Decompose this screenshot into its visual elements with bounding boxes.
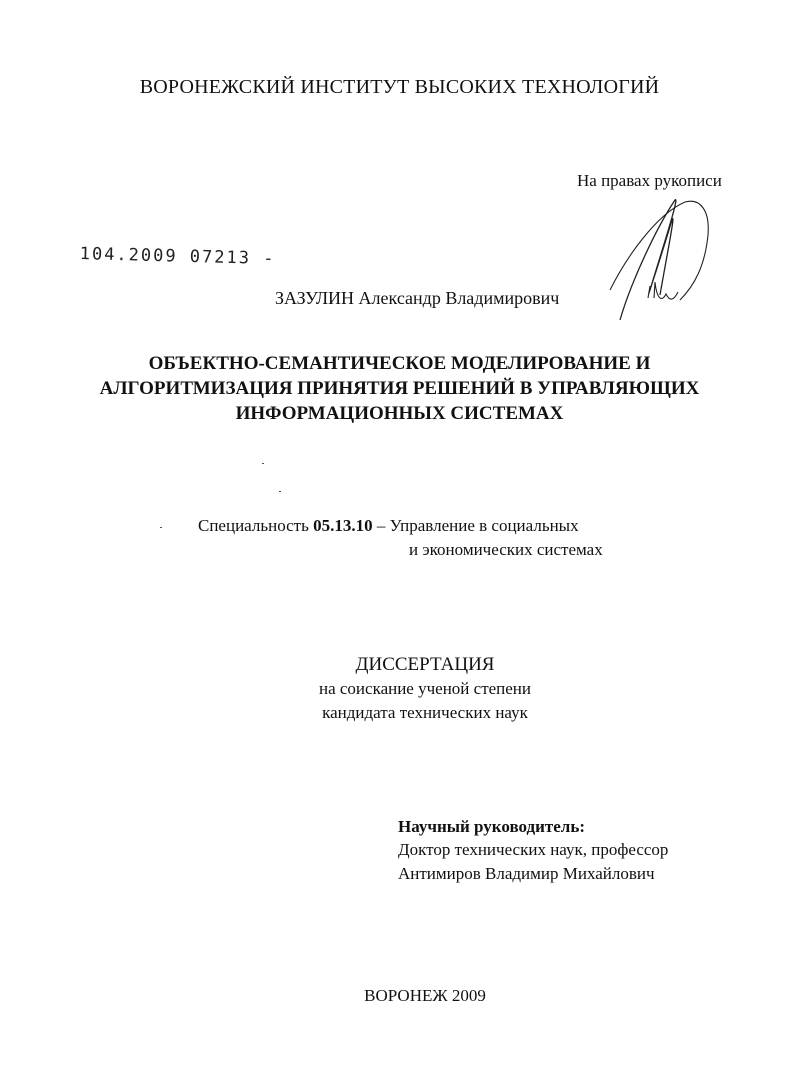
manuscript-rights-note: На правах рукописи: [577, 171, 722, 190]
title-line: ИНФОРМАЦИОННЫХ СИСТЕМАХ: [235, 403, 564, 424]
scan-speck: [262, 463, 264, 464]
scan-speck: [160, 527, 162, 528]
author-name: ЗАЗУЛИН Александр Владимирович: [275, 288, 560, 308]
scan-speck: [279, 491, 281, 492]
specialty-name-continued: и экономических системах: [409, 540, 603, 559]
degree-line: на соискание ученой степени: [318, 679, 532, 698]
specialty-label: Специальность: [198, 516, 309, 535]
supervisor-degree: Доктор технических наук, профессор: [398, 840, 669, 859]
supervisor-name: Антимиров Владимир Михайлович: [398, 864, 655, 883]
specialty-name: – Управление в социальных: [376, 516, 579, 535]
title-line: АЛГОРИТМИЗАЦИЯ ПРИНЯТИЯ РЕШЕНИЙ В УПРАВЛЯЮЩИХ: [99, 378, 700, 399]
supervisor-heading: Научный руководитель:: [398, 817, 585, 836]
specialty-line: [198, 516, 579, 536]
degree-line: кандидата технических наук: [322, 703, 528, 722]
registration-stamp: 104.2009 07213 -: [79, 244, 276, 270]
institute-name: ВОРОНЕЖСКИЙ ИНСТИТУТ ВЫСОКИХ ТЕХНОЛОГИЙ: [139, 76, 660, 98]
city-year: ВОРОНЕЖ 2009: [364, 986, 486, 1005]
specialty-code: 05.13.10: [313, 516, 373, 535]
title-line: ОБЪЕКТНО-СЕМАНТИЧЕСКОЕ МОДЕЛИРОВАНИЕ И: [148, 353, 651, 374]
dissertation-label: ДИССЕРТАЦИЯ: [355, 654, 495, 675]
dissertation-title: [0, 351, 799, 426]
handwritten-signature: [600, 190, 720, 325]
